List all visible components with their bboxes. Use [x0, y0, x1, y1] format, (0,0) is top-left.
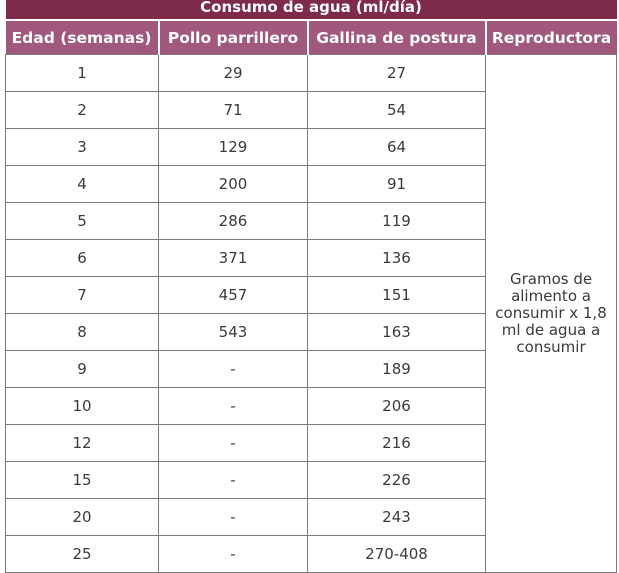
cell-edad: 12 [6, 425, 159, 462]
header-gallina-de-postura: Gallina de postura [308, 20, 486, 55]
cell-gallina: 189 [308, 351, 486, 388]
cell-pollo: - [159, 536, 308, 573]
table-title: Consumo de agua (ml/día) [6, 0, 617, 20]
cell-edad: 1 [6, 55, 159, 92]
cell-gallina: 54 [308, 92, 486, 129]
cell-gallina: 270-408 [308, 536, 486, 573]
cell-edad: 20 [6, 499, 159, 536]
header-reproductora: Reproductora [486, 20, 617, 55]
cell-pollo: 286 [159, 203, 308, 240]
cell-pollo: - [159, 499, 308, 536]
cell-pollo: 129 [159, 129, 308, 166]
cell-edad: 25 [6, 536, 159, 573]
cell-pollo: 543 [159, 314, 308, 351]
cell-edad: 7 [6, 277, 159, 314]
table-header-row [6, 20, 617, 55]
cell-pollo: 200 [159, 166, 308, 203]
header-pollo-parrillero: Pollo parrillero [159, 20, 308, 55]
cell-gallina: 243 [308, 499, 486, 536]
cell-edad: 5 [6, 203, 159, 240]
cell-gallina: 27 [308, 55, 486, 92]
cell-gallina: 226 [308, 462, 486, 499]
cell-pollo: - [159, 425, 308, 462]
cell-edad: 9 [6, 351, 159, 388]
cell-gallina: 206 [308, 388, 486, 425]
cell-pollo: - [159, 351, 308, 388]
cell-edad: 2 [6, 92, 159, 129]
cell-gallina: 151 [308, 277, 486, 314]
cell-edad: 15 [6, 462, 159, 499]
cell-pollo: 29 [159, 55, 308, 92]
cell-pollo: 371 [159, 240, 308, 277]
cell-gallina: 91 [308, 166, 486, 203]
cell-gallina: 163 [308, 314, 486, 351]
cell-gallina: 119 [308, 203, 486, 240]
cell-edad: 8 [6, 314, 159, 351]
cell-gallina: 136 [308, 240, 486, 277]
water-consumption-table-container [5, 0, 617, 573]
table-title-row [6, 0, 617, 20]
cell-pollo: 71 [159, 92, 308, 129]
cell-pollo: - [159, 462, 308, 499]
cell-pollo: - [159, 388, 308, 425]
cell-edad: 3 [6, 129, 159, 166]
cell-reproductora-note: Gramos de alimento a consumir x 1,8 ml de agua a consumir [486, 55, 617, 573]
cell-gallina: 64 [308, 129, 486, 166]
cell-gallina: 216 [308, 425, 486, 462]
header-edad-semanas: Edad (semanas) [6, 20, 159, 55]
water-consumption-table [5, 0, 617, 573]
cell-edad: 6 [6, 240, 159, 277]
cell-edad: 4 [6, 166, 159, 203]
cell-pollo: 457 [159, 277, 308, 314]
table-row [6, 55, 617, 92]
cell-edad: 10 [6, 388, 159, 425]
